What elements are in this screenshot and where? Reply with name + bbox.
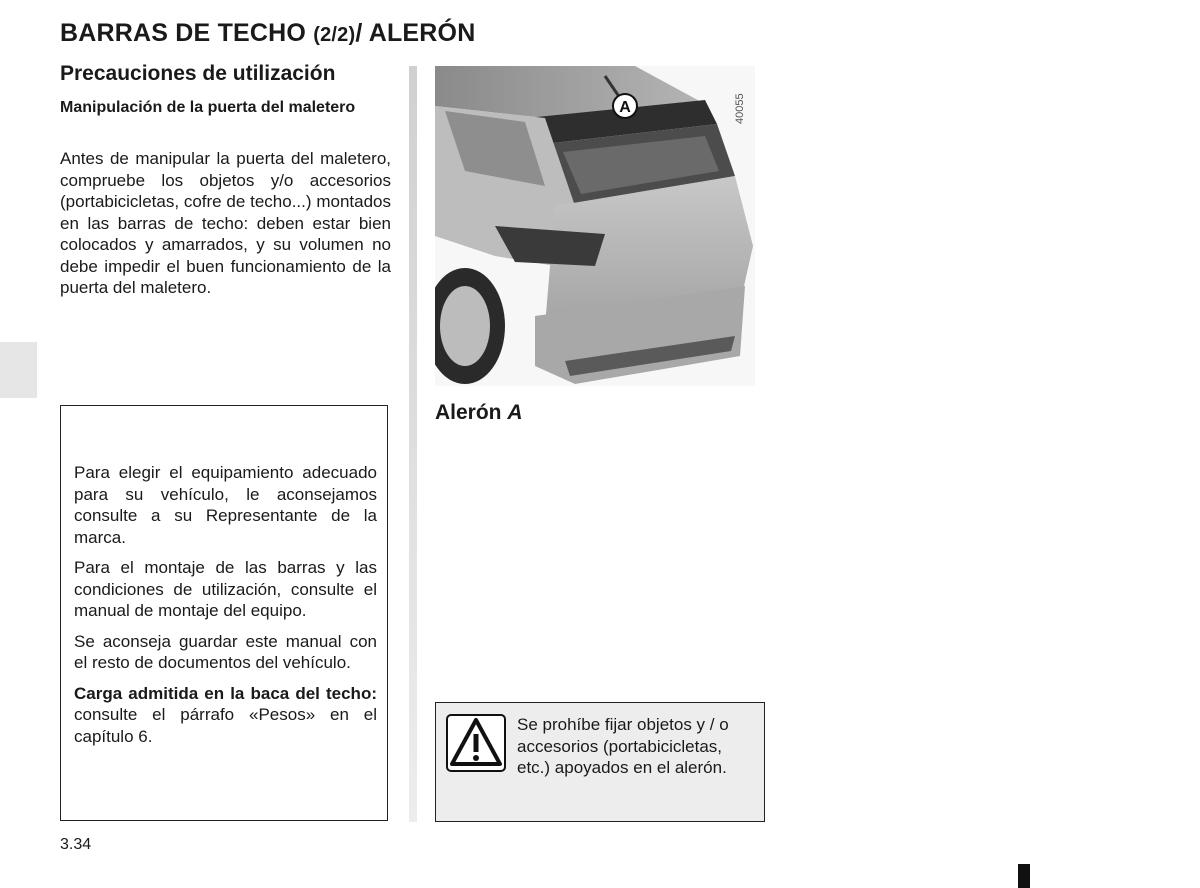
section-title: Precauciones de utilización <box>60 62 336 85</box>
chapter-tab-marker <box>0 342 37 398</box>
info-paragraph-4 <box>74 683 377 748</box>
callout-a-label: A <box>619 99 631 116</box>
column-separator <box>409 66 417 822</box>
body-paragraph-text: Antes de manipular la puerta del maletero, compruebe los objetos y/o accesorios (portabicicletas, cofre de techo...) montados en las barras de techo: deben estar bien colocados y amarrados, y su volumen no debe impedir el buen funcionamiento de la puerta del maletero. <box>60 149 391 297</box>
info-paragraph-2: Para el montaje de las barras y las condiciones de utilización, consulte el manual de montaje del equipo. <box>74 558 377 620</box>
info-paragraph-4-bold: Carga admitida en la baca del techo: <box>74 683 377 703</box>
title-main: BARRAS DE TECHO <box>60 19 314 47</box>
title-part-indicator: (2/2) <box>313 24 356 46</box>
subsection-title: Manipulación de la puerta del maletero <box>60 99 356 116</box>
info-paragraph-1: Para elegir el equipamiento adecuado para su vehículo, le aconsejamos consulte a su Representante de la marca. <box>74 463 377 547</box>
car-illustration <box>435 66 755 386</box>
page-number: 3.34 <box>60 836 92 853</box>
body-paragraph <box>60 148 391 308</box>
caption-text: Alerón <box>435 401 508 424</box>
figure-id: 40055 <box>734 93 746 124</box>
page-corner-mark <box>1018 864 1030 888</box>
warning-triangle-icon <box>446 714 506 772</box>
figure-caption <box>435 401 523 425</box>
page-title <box>60 19 475 48</box>
info-paragraph-3: Se aconseja guardar este manual con el resto de documentos del vehículo. <box>74 631 377 672</box>
info-paragraph-4-rest: consulte el párrafo «Pesos» en el capítulo 6. <box>74 705 377 746</box>
title-end: / ALERÓN <box>355 19 476 47</box>
info-box-content <box>74 462 377 756</box>
warning-text: Se prohíbe fijar objetos y / o accesorios (portabicicletas, etc.) apoyados en el alerón. <box>517 715 729 777</box>
caption-italic: A <box>507 401 523 424</box>
car-rear-photo <box>435 66 755 386</box>
